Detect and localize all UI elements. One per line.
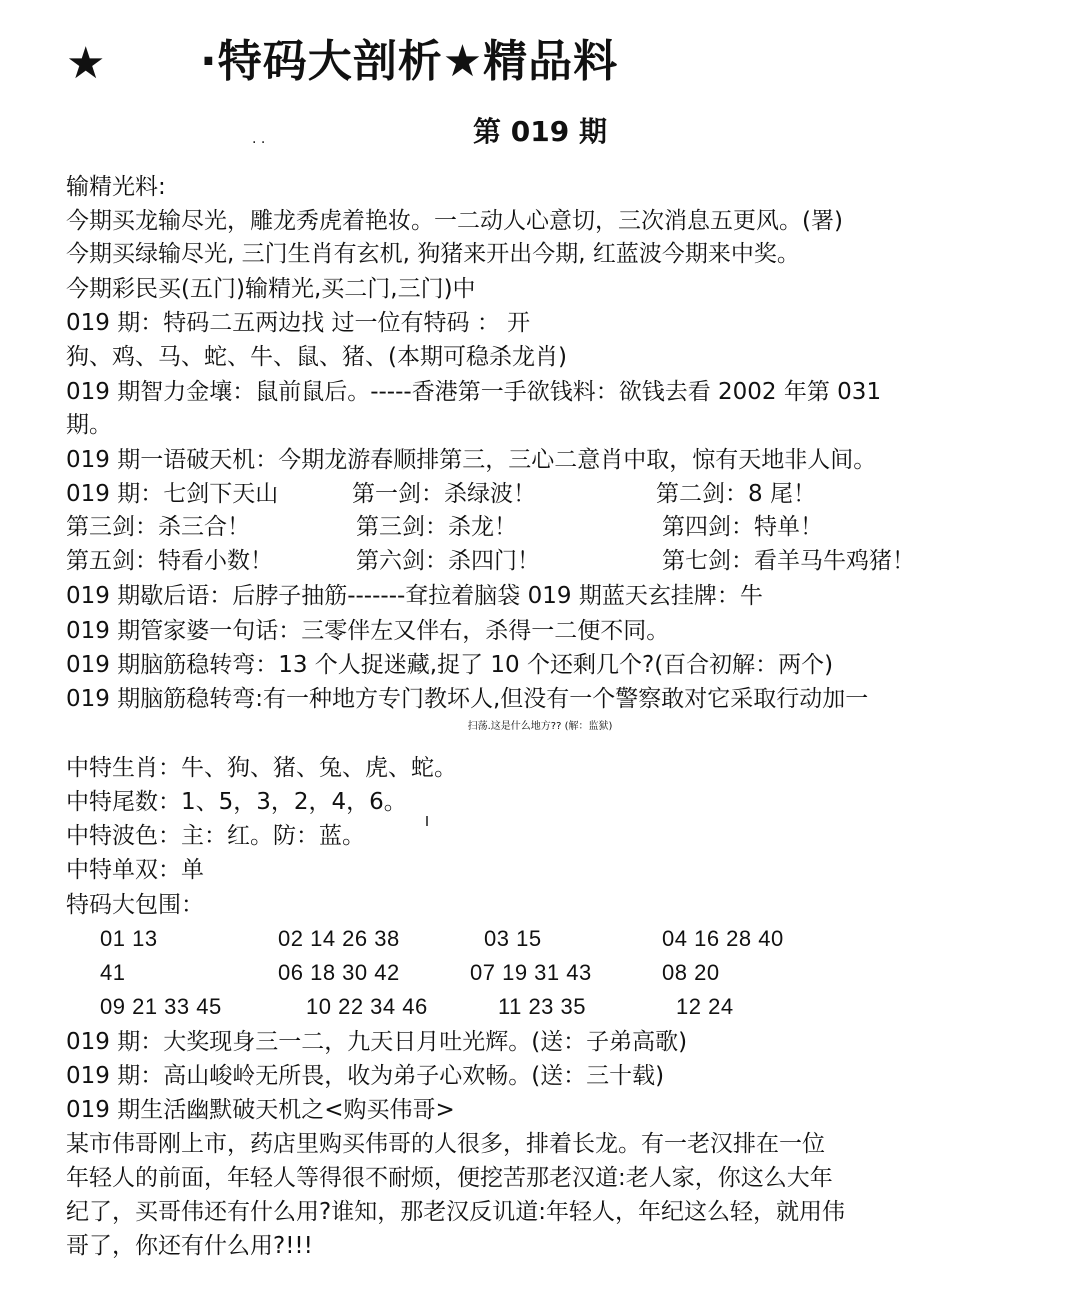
text-line: 019 期：特码二五两边找 过一位有特码 ： 开 <box>66 310 531 336</box>
title-row <box>66 38 766 98</box>
number-group: 41 <box>100 960 126 985</box>
sword-cell: 第六剑：杀四门！ <box>356 548 540 574</box>
text-line: 某市伟哥刚上市，药店里购买伟哥的人很多，排着长龙。有一老汉排在一位 <box>66 1131 825 1157</box>
text-line: 中特生肖：牛、狗、猪、兔、虎、蛇。 <box>66 755 457 781</box>
sword-cell: 第七剑：看羊马牛鸡猪！ <box>662 548 915 574</box>
text-line: 狗、鸡、马、蛇、牛、鼠、猪、(本期可稳杀龙肖) <box>66 344 567 370</box>
text-line: 纪了，买哥伟还有什么用?谁知，那老汉反讥道:年轻人，年纪这么轻，就用伟 <box>66 1199 845 1225</box>
text-line: 今期买龙输尽光，雕龙秀虎着艳妆。一二动人心意切，三次消息五更风。(署) <box>66 208 843 234</box>
text-line: 中特尾数：1、5，3，2，4，6。 <box>66 789 407 815</box>
text-line: 019 期：高山峻岭无所畏，收为弟子心欢畅。(送：三十载) <box>66 1063 665 1089</box>
number-group: 08 20 <box>662 960 720 985</box>
text-line: 今期买绿输尽光, 三门生肖有玄机, 狗猪来开出今期, 红蓝波今期来中奖。 <box>66 241 800 267</box>
text-line: 019 期脑筋稳转弯：13 个人捉迷藏,捉了 10 个还剩几个?(百合初解：两个) <box>66 652 834 678</box>
number-group: 06 18 30 42 <box>278 960 400 985</box>
number-group: 04 16 28 40 <box>662 926 784 951</box>
number-group: 01 13 <box>100 926 158 951</box>
sword-cell: 第三剑：杀三合！ <box>66 514 250 540</box>
text-line: 019 期管家婆一句话：三零伴左又伴右，杀得一二便不同。 <box>66 618 670 644</box>
text-line: 年轻人的前面，年轻人等得很不耐烦，便挖苦那老汉道:老人家，你这么大年 <box>66 1165 833 1191</box>
document-title: ·特码大剖析★精品料 <box>200 36 619 87</box>
sword-cell: 第三剑：杀龙！ <box>356 514 517 540</box>
number-group: 09 21 33 45 <box>100 994 222 1019</box>
text-line: 019 期一语破天机：今期龙游春顺排第三，三心二意肖中取，惊有天地非人间。 <box>66 447 877 473</box>
text-line: 期。 <box>66 412 112 438</box>
sword-cell: 第一剑：杀绿波！ <box>352 481 536 507</box>
sword-cell: 第四剑：特单！ <box>662 514 823 540</box>
text-line: 019 期：大奖现身三一二，九天日月吐光辉。(送：子弟高歌) <box>66 1029 688 1055</box>
text-line: 扫荡.这是什么地方?? (解：监狱) <box>467 721 613 732</box>
scan-specks: . . <box>252 131 266 147</box>
text-line: 019 期智力金壤：鼠前鼠后。-----香港第一手欲钱料：欲钱去看 2002 年第 031 <box>66 379 882 405</box>
number-group: 07 19 31 43 <box>470 960 592 985</box>
sword-cell: 第五剑：特看小数！ <box>66 548 273 574</box>
text-line: 今期彩民买(五门)输精光,买二门,三门)中 <box>66 276 476 302</box>
text-line: 中特波色：主：红。防：蓝。 <box>66 823 365 849</box>
text-line: 019 期脑筋稳转弯:有一种地方专门教坏人,但没有一个警察敢对它采取行动加一 <box>66 686 869 712</box>
text-line: 中特单双：单 <box>66 857 204 883</box>
issue-number: 第 019 期 <box>473 115 607 148</box>
text-line: 019 期生活幽默破天机之<购买伟哥> <box>66 1097 455 1123</box>
star-icon: ★ <box>66 38 106 89</box>
number-group: 11 23 35 <box>498 994 587 1019</box>
number-group: 10 22 34 46 <box>306 994 428 1019</box>
sword-cell: 019 期：七剑下天山 <box>66 481 279 507</box>
text-line: 哥了，你还有什么用?!!! <box>66 1233 313 1259</box>
scan-mark <box>426 816 428 826</box>
number-group: 02 14 26 38 <box>278 926 400 951</box>
section-label: 输精光料: <box>66 174 166 200</box>
section-label: 特码大包围： <box>66 892 204 918</box>
number-group: 03 15 <box>484 926 542 951</box>
text-line: 019 期歇后语：后脖子抽筋-------耷拉着脑袋 019 期蓝天玄挂牌：牛 <box>66 583 763 609</box>
number-group: 12 24 <box>676 994 734 1019</box>
sword-cell: 第二剑：8 尾！ <box>656 481 816 507</box>
